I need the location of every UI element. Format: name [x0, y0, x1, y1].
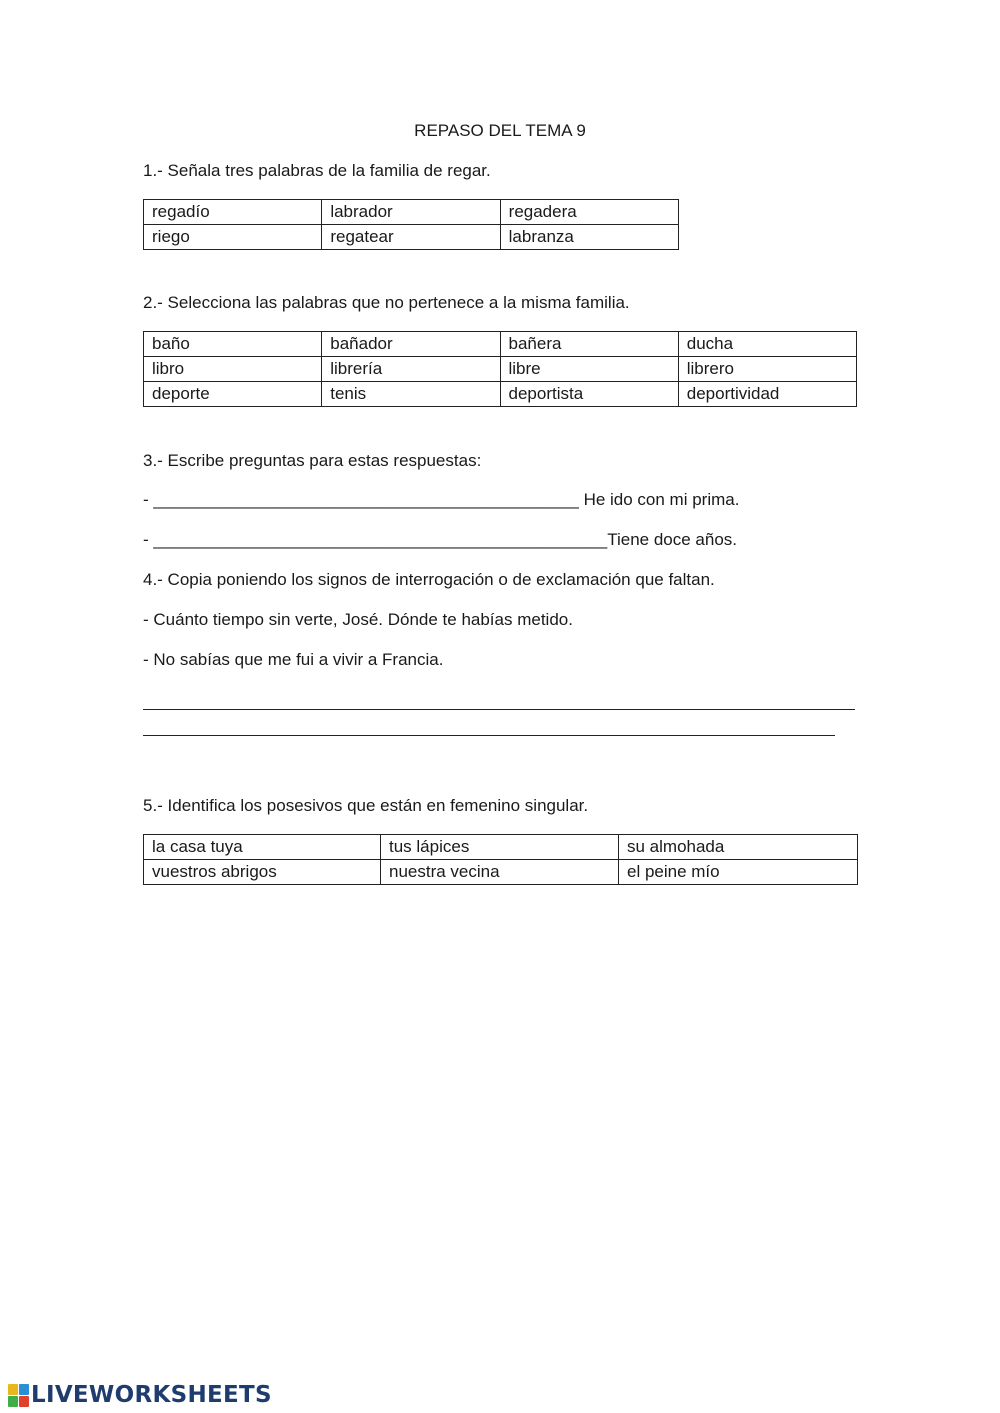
question-5-prompt: 5.- Identifica los posesivos que están en femenino singular. [143, 796, 589, 815]
word-cell[interactable]: vuestros abrigos [144, 860, 381, 885]
brand-name: LIVEWORKSHEETS [31, 1382, 272, 1408]
copy-answer-line-2[interactable] [143, 735, 835, 736]
word-cell[interactable]: nuestra vecina [381, 860, 619, 885]
word-cell[interactable]: labranza [500, 225, 678, 250]
liveworksheets-logo [8, 1380, 272, 1410]
logo-block [19, 1396, 29, 1407]
logo-block [8, 1384, 18, 1395]
table-row [144, 382, 857, 407]
copy-answer-line-1[interactable] [143, 709, 855, 710]
word-cell[interactable]: libro [144, 357, 322, 382]
question-4-prompt: 4.- Copia poniendo los signos de interrogación o de exclamación que faltan. [143, 570, 715, 589]
word-cell[interactable]: regadera [500, 200, 678, 225]
word-cell[interactable]: tus lápices [381, 835, 619, 860]
question-1-word-table [143, 199, 679, 250]
question-2-word-table [143, 331, 857, 407]
word-cell[interactable]: regatear [322, 225, 500, 250]
answer-line-1[interactable]: - _____________________________________________ He ido con mi prima. [143, 490, 740, 509]
logo-block [19, 1384, 29, 1395]
word-cell[interactable]: librería [322, 357, 500, 382]
word-cell[interactable]: el peine mío [619, 860, 858, 885]
word-cell[interactable]: baño [144, 332, 322, 357]
logo-blocks-icon [8, 1384, 29, 1407]
logo-block [8, 1396, 18, 1407]
table-row [144, 357, 857, 382]
word-cell[interactable]: deportividad [678, 382, 856, 407]
word-cell[interactable]: tenis [322, 382, 500, 407]
word-cell[interactable]: bañera [500, 332, 678, 357]
word-cell[interactable]: labrador [322, 200, 500, 225]
table-row [144, 225, 679, 250]
question-1-prompt: 1.- Señala tres palabras de la familia de regar. [143, 161, 491, 180]
sentence-1: - Cuánto tiempo sin verte, José. Dónde te habías metido. [143, 610, 573, 629]
word-cell[interactable]: deportista [500, 382, 678, 407]
word-cell[interactable]: la casa tuya [144, 835, 381, 860]
table-row [144, 200, 679, 225]
answer-line-2[interactable]: - ________________________________________________Tiene doce años. [143, 530, 737, 549]
page-title: REPASO DEL TEMA 9 [414, 121, 586, 140]
table-row [144, 332, 857, 357]
question-2-prompt: 2.- Selecciona las palabras que no pertenece a la misma familia. [143, 293, 630, 312]
word-cell[interactable]: bañador [322, 332, 500, 357]
word-cell[interactable]: su almohada [619, 835, 858, 860]
question-3-prompt: 3.- Escribe preguntas para estas respuestas: [143, 451, 482, 470]
word-cell[interactable]: riego [144, 225, 322, 250]
table-row [144, 860, 858, 885]
table-row [144, 835, 858, 860]
word-cell[interactable]: ducha [678, 332, 856, 357]
word-cell[interactable]: regadío [144, 200, 322, 225]
word-cell[interactable]: librero [678, 357, 856, 382]
word-cell[interactable]: deporte [144, 382, 322, 407]
question-5-word-table [143, 834, 858, 885]
sentence-2: - No sabías que me fui a vivir a Francia. [143, 650, 444, 669]
word-cell[interactable]: libre [500, 357, 678, 382]
